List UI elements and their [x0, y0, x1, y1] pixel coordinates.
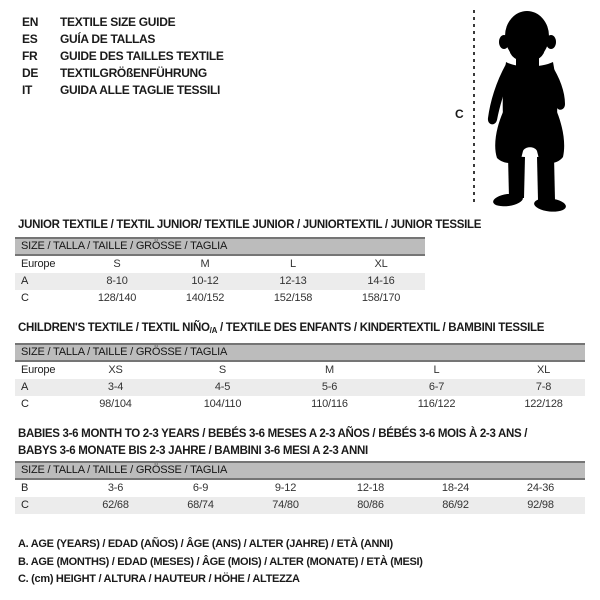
table-cell: 62/68 — [102, 499, 129, 511]
language-row-es — [22, 31, 224, 48]
table-cell: B — [21, 482, 29, 494]
table-cell: L — [433, 364, 440, 376]
table-cell: 3-4 — [107, 381, 124, 393]
language-title: GUIDE DES TAILLES TEXTILE — [60, 49, 224, 63]
language-title: GUÍA DE TALLAS — [60, 32, 156, 46]
babies-row-b — [15, 480, 585, 497]
table-cell: 116/122 — [417, 398, 456, 410]
table-cell: 98/104 — [99, 398, 132, 410]
children-row-europe — [15, 362, 585, 379]
babies-row-c — [15, 497, 585, 514]
language-title: TEXTILGRÖßENFÜHRUNG — [60, 66, 207, 80]
footnotes — [18, 536, 423, 589]
figure-label-c: C — [455, 107, 464, 121]
table-cell: 74/80 — [272, 499, 299, 511]
footnote-c: C. (cm) HEIGHT / ALTURA / HAUTEUR / HÖHE / ALTEZZA — [18, 573, 300, 585]
footnote-a: A. AGE (YEARS) / EDAD (AÑOS) / ÂGE (ANS) / ALTER (JAHRE) / ETÀ (ANNI) — [18, 538, 393, 550]
table-cell: A — [21, 381, 29, 393]
table-cell: S — [218, 364, 227, 376]
table-cell: 12-13 — [279, 275, 307, 287]
children-title-sub: /A — [209, 326, 218, 335]
language-row-fr — [22, 48, 224, 65]
language-title: TEXTILE SIZE GUIDE — [60, 15, 176, 29]
children-size-header-bar: SIZE / TALLA / TAILLE / GRÖSSE / TAGLIA — [15, 343, 585, 362]
table-cell: M — [200, 258, 210, 270]
babies-title-line1: BABIES 3-6 MONTH TO 2-3 YEARS / BEBÉS 3-6 MESES A 2-3 AÑOS / BÉBÉS 3-6 MOIS À 2-3 ANS / — [18, 428, 528, 440]
table-cell: M — [325, 364, 334, 376]
table-cell: 12-18 — [356, 482, 385, 494]
table-cell: C — [21, 292, 29, 304]
language-index — [22, 14, 224, 99]
table-cell: Europe — [21, 258, 56, 270]
table-cell: 104/110 — [203, 398, 242, 410]
junior-row-c — [15, 290, 425, 307]
babies-size-header-bar: SIZE / TALLA / TAILLE / GRÖSSE / TAGLIA — [15, 461, 585, 480]
table-cell: 80/86 — [357, 499, 384, 511]
table-cell: XS — [108, 364, 123, 376]
table-cell: C — [21, 499, 29, 511]
children-row-a — [15, 379, 585, 396]
table-cell: 18-24 — [441, 482, 470, 494]
table-cell: 86/92 — [442, 499, 469, 511]
table-cell: 8-10 — [106, 275, 128, 287]
table-cell: 24-36 — [526, 482, 555, 494]
table-cell: 6-9 — [192, 482, 209, 494]
children-table-title — [18, 320, 544, 337]
table-cell: C — [21, 398, 29, 410]
table-cell: 152/158 — [273, 292, 313, 304]
children-title-suffix: / TEXTILE DES ENFANTS / KINDERTEXTIL / BAMBINI TESSILE — [217, 322, 545, 334]
toddler-silhouette-icon — [478, 8, 574, 214]
table-cell: 9-12 — [274, 482, 297, 494]
table-cell: Europe — [21, 364, 56, 376]
table-cell: 10-12 — [191, 275, 219, 287]
table-cell: 14-16 — [367, 275, 395, 287]
table-cell: 68/74 — [187, 499, 214, 511]
babies-table-title — [18, 426, 527, 460]
language-code: EN — [22, 15, 39, 29]
language-code: FR — [22, 49, 38, 63]
table-cell: 128/140 — [97, 292, 137, 304]
table-cell: A — [21, 275, 29, 287]
language-code: DE — [22, 66, 39, 80]
children-row-c — [15, 396, 585, 413]
table-cell: XL — [536, 364, 551, 376]
babies-title-line2: BABYS 3-6 MONATE BIS 2-3 JAHRE / BAMBINI 3-6 MESI A 2-3 ANNI — [18, 445, 368, 457]
junior-row-a — [15, 273, 425, 290]
table-cell: L — [290, 258, 296, 270]
junior-size-header-bar: SIZE / TALLA / TAILLE / GRÖSSE / TAGLIA — [15, 237, 425, 256]
language-title: GUIDA ALLE TAGLIE TESSILI — [60, 83, 221, 97]
table-cell: S — [113, 258, 121, 270]
table-cell: 5-6 — [321, 381, 338, 393]
junior-table-title: JUNIOR TEXTILE / TEXTIL JUNIOR/ TEXTILE JUNIOR / JUNIORTEXTIL / JUNIOR TESSILE — [18, 219, 482, 231]
table-cell: 140/152 — [185, 292, 225, 304]
table-cell: 110/116 — [311, 398, 348, 410]
table-cell: 4-5 — [214, 381, 231, 393]
language-code: IT — [22, 83, 33, 97]
junior-row-europe — [15, 256, 425, 273]
language-row-it — [22, 82, 224, 99]
footnote-b: B. AGE (MONTHS) / EDAD (MESES) / ÂGE (MOIS) / ALTER (MONATE) / ETÀ (MESI) — [18, 555, 423, 568]
table-cell: 158/170 — [361, 292, 401, 304]
table-cell: 92/98 — [527, 499, 554, 511]
table-cell: 6-7 — [428, 381, 445, 393]
table-cell: 7-8 — [535, 381, 552, 393]
table-cell: XL — [374, 258, 388, 270]
table-cell: 122/128 — [524, 398, 563, 410]
height-dotted-line — [473, 10, 475, 206]
language-row-de — [22, 65, 224, 82]
language-row-en — [22, 14, 224, 31]
language-code: ES — [22, 32, 38, 46]
table-cell: 3-6 — [107, 482, 124, 494]
children-title-prefix: CHILDREN'S TEXTILE / TEXTIL NIÑO — [18, 322, 210, 334]
